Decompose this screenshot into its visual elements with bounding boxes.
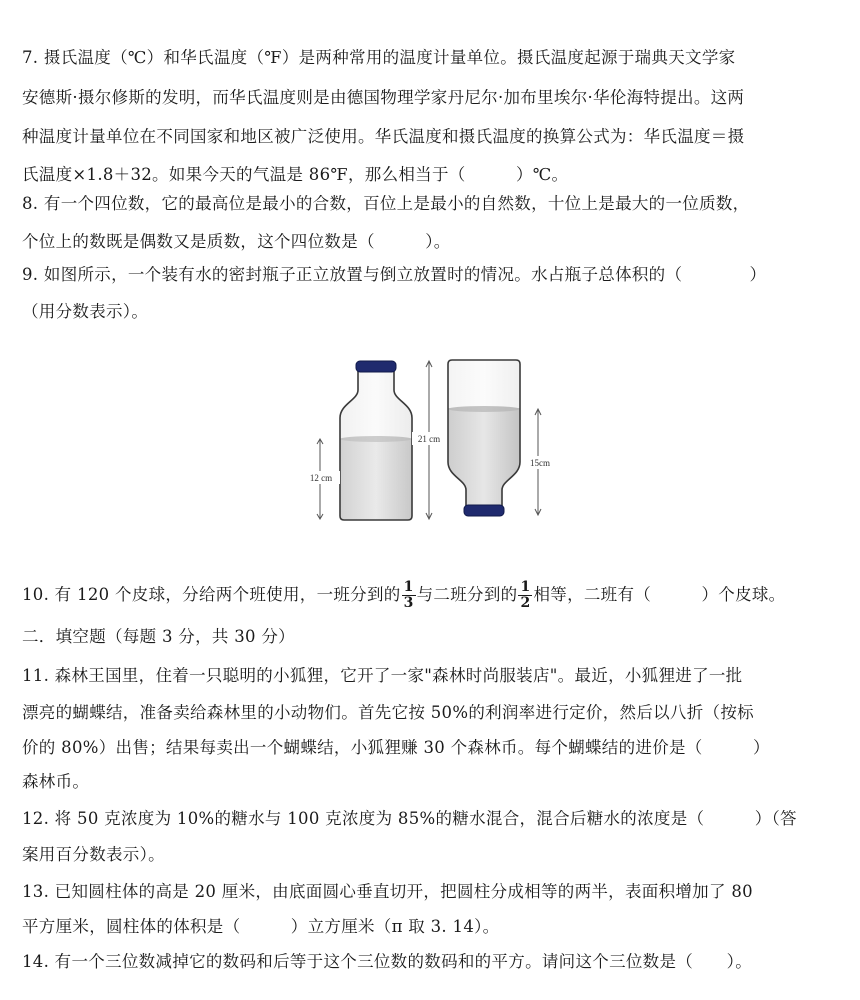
label-12cm: 12 cm (309, 473, 333, 483)
fraction-2-denominator: 2 (520, 595, 531, 611)
q13-line-2: 平方厘米，圆柱体的体积是（ ）立方厘米（π 取 3. 14）。 (22, 917, 500, 936)
q14-line-1: 14. 有一个三位数减掉它的数码和后等于这个三位数的数码和的平方。请问这个三位数是（ ）。 (22, 952, 753, 971)
label-21cm: 21 cm (417, 434, 441, 444)
label-15cm: 15cm (530, 458, 550, 468)
fraction-1-numerator: 1 (403, 579, 414, 595)
q12-line-2: 案用百分数表示）。 (22, 845, 165, 864)
fraction-2-numerator: 1 (520, 579, 531, 595)
q10-text-3: 相等，二班有（ ）个皮球。 (533, 585, 786, 604)
q11-line-3: 价的 80%）出售；结果每卖出一个蝴蝶结，小狐狸赚 30 个森林币。每个蝴蝶结的进价是（ ） (22, 738, 770, 757)
q10-text-2: 与二班分到的 (416, 585, 518, 604)
q7-line-1: 7. 摄氏温度（℃）和华氏温度（℉）是两种常用的温度计量单位。摄氏温度起源于瑞典天文学家 (22, 48, 736, 67)
q7-line-3: 种温度计量单位在不同国家和地区被广泛使用。华氏温度和摄氏温度的换算公式为：华氏温度＝摄 (22, 127, 745, 146)
upright-bottle (340, 361, 412, 520)
q11-line-1: 11. 森林王国里，住着一只聪明的小狐狸，它开了一家"森林时尚服装店"。最近，小狐狸进了一批 (22, 666, 743, 685)
q10-text-1: 10. 有 120 个皮球，分给两个班使用，一班分到的 (22, 585, 401, 604)
q11-line-4: 森林币。 (22, 772, 90, 791)
inverted-bottle (448, 360, 520, 516)
q9-line-1: 9. 如图所示，一个装有水的密封瓶子正立放置与倒立放置时的情况。水占瓶子总体积的（ ） (22, 265, 767, 284)
q10-line (22, 575, 842, 615)
fraction-one-third (402, 580, 416, 611)
bottle-figure (296, 352, 566, 528)
q11-line-2: 漂亮的蝴蝶结，准备卖给森林里的小动物们。首先它按 50%的利润率进行定价，然后以八折（按标 (22, 703, 754, 722)
fraction-one-half (518, 580, 532, 611)
section-2-title: 二．填空题（每题 3 分，共 30 分） (22, 627, 295, 646)
q7-line-2: 安德斯·摄尔修斯的发明，而华氏温度则是由德国物理学家丹尼尔·加布里埃尔·华伦海特提出。这两 (22, 88, 745, 107)
q7-line-4: 氏温度×1.8＋32。如果今天的气温是 86℉，那么相当于（ ）℃。 (22, 165, 569, 184)
fraction-1-denominator: 3 (403, 595, 414, 611)
q8-line-1: 8. 有一个四位数，它的最高位是最小的合数，百位上是最小的自然数，十位上是最大的一位质数， (22, 194, 750, 213)
q12-line-1: 12. 将 50 克浓度为 10%的糖水与 100 克浓度为 85%的糖水混合，混合后糖水的浓度是（ ）（答 (22, 809, 797, 828)
q13-line-1: 13. 已知圆柱体的高是 20 厘米，由底面圆心垂直切开，把圆柱分成相等的两半，表面积增加了 80 (22, 882, 753, 901)
q9-line-2: （用分数表示）。 (22, 302, 149, 321)
q8-line-2: 个位上的数既是偶数又是质数，这个四位数是（ ）。 (22, 232, 451, 251)
